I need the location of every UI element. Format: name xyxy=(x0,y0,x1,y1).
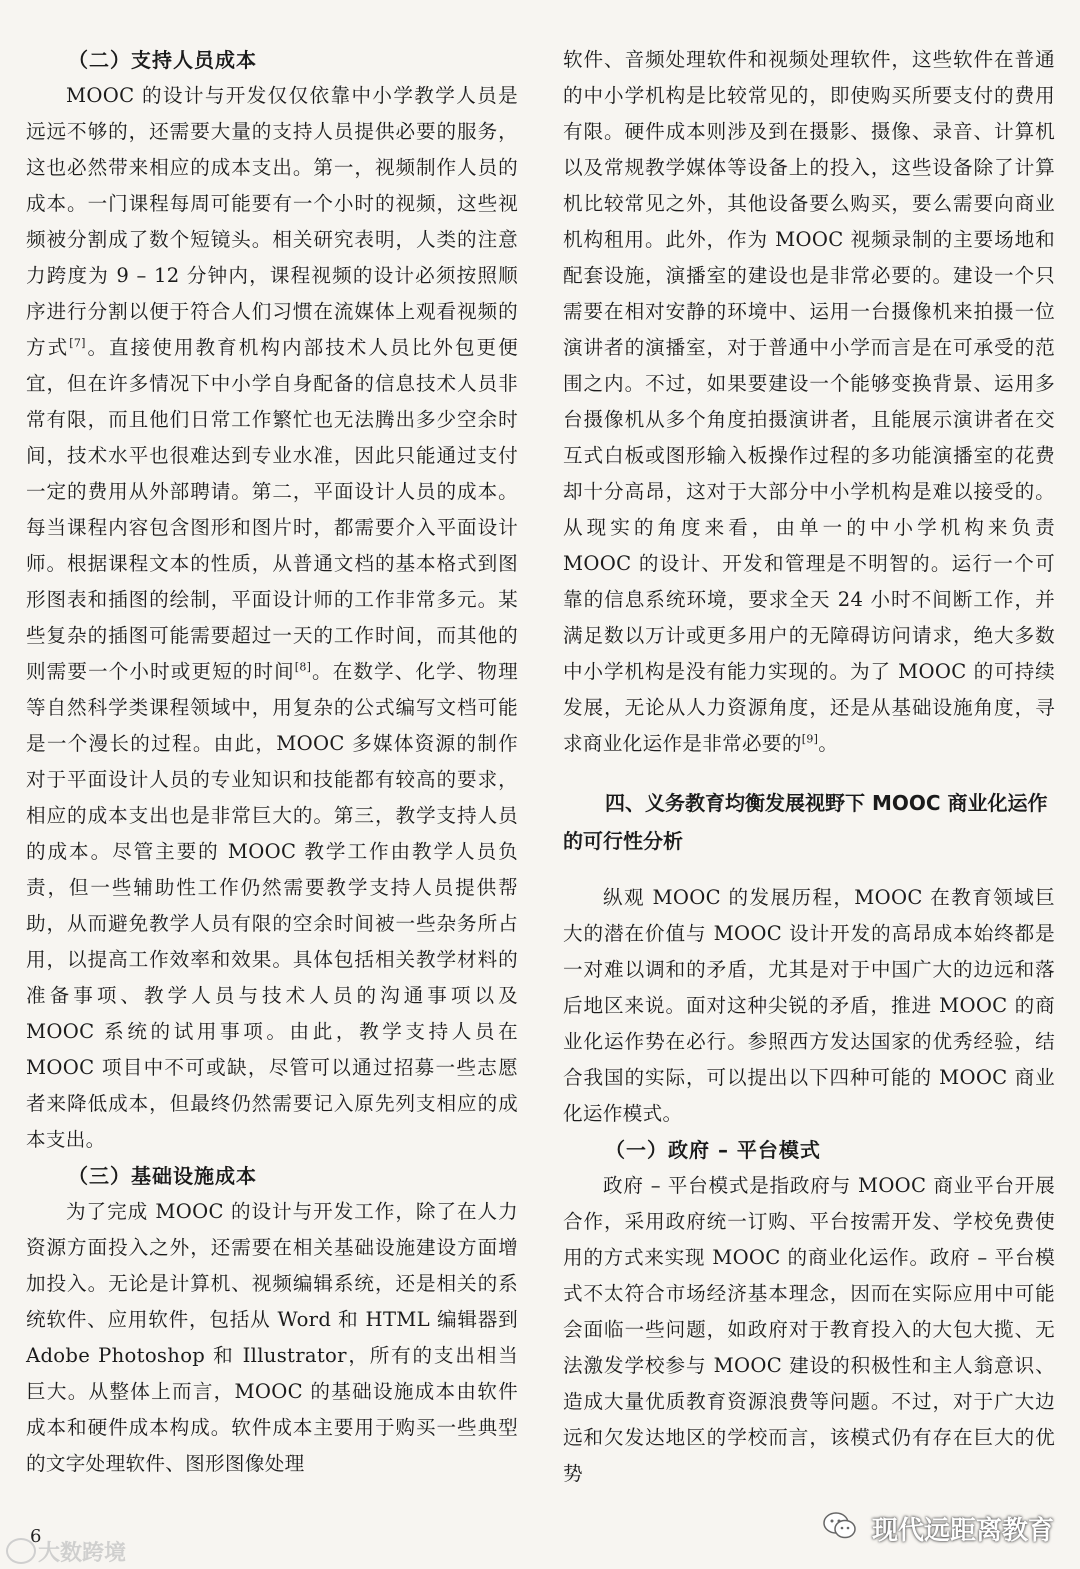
paragraph-text: 。直接使用教育机构内部技术人员比外包更便宜，但在许多情况下中小学自身配备的信息技术人员非常有限，而且他们日常工作繁忙也无法腾出多少空余时间，技术水平也很难达到专业水准，因此只能通过支付一定的费用从外部聘请。第二，平面设计人员的成本。每当课程内容包含图形和图片时，都需要介入平面设计师。根据课程文本的性质，从普通文档的基本格式到图形图表和插图的绘制，平面设计师的工作非常多元。某些复杂的插图可能需要超过一天的工作时间，而其他的则需要一个小时或更短的时间 xyxy=(26,336,518,683)
paragraph-support-staff-cost xyxy=(26,78,518,1158)
page-number: 6 xyxy=(30,1526,42,1547)
paragraph-text: 。 xyxy=(818,732,839,755)
paragraph-government-platform: 政府 – 平台模式是指政府与 MOOC 商业平台开展合作，采用政府统一订购、平台按需开发、学校免费使用的方式来实现 MOOC 的商业化运作。政府 – 平台模式不太符合市场经济基本理念，因而在实际应用中可能会面临一些问题，如政府对于教育投入的大包大揽、无法激发学校参与 MOOC 建设的积极性和主人翁意识、造成大量优质教育资源浪费等问题。不过，对于广大边远和欠发达地区的学校而言，该模式仍有存在巨大的优势 xyxy=(563,1174,1055,1485)
brand-logo-icon xyxy=(6,1538,36,1564)
citation-9: [9] xyxy=(801,732,819,746)
left-column xyxy=(26,42,518,1482)
section-heading-feasibility: 四、义务教育均衡发展视野下 MOOC 商业化运作的可行性分析 xyxy=(563,791,1048,853)
subheading-government-platform: （一）政府 – 平台模式 xyxy=(605,1138,821,1162)
paragraph-infrastructure-continued xyxy=(563,42,1055,762)
right-column xyxy=(563,42,1055,1492)
paragraph-infrastructure-cost: 为了完成 MOOC 的设计与开发工作，除了在人力资源方面投入之外，还需要在相关基础设施建设方面增加投入。无论是计算机、视频编辑系统，还是相关的系统软件、应用软件，包括从 Word 和 HTML 编辑器到 Adobe Photoshop 和 Illustrator，所有的支出相当巨大。从整体上而言，MOOC 的基础设施成本由软件成本和硬件成本构成。软件成本主要用于购买一些典型的文字处理软件、图形图像处理 xyxy=(26,1200,518,1475)
citation-8: [8] xyxy=(294,660,312,674)
paragraph-text: MOOC 的设计与开发仅仅依靠中小学教学人员是远远不够的，还需要大量的支持人员提供必要的服务，这也必然带来相应的成本支出。第一，视频制作人员的成本。一门课程每周可能要有一个小时的视频，这些视频被分割成了数个短镜头。相关研究表明，人类的注意力跨度为 9 – 12 分钟内，课程视频的设计必须按照顺序进行分割以便于符合人们习惯在流媒体上观看视频的方式 xyxy=(26,84,518,359)
wechat-icon xyxy=(823,1511,857,1541)
paragraph-text: 软件、音频处理软件和视频处理软件，这些软件在普通的中小学机构是比较常见的，即使购买所要支付的费用有限。硬件成本则涉及到在摄影、摄像、录音、计算机以及常规教学媒体等设备上的投入，这些设备除了计算机比较常见之外，其他设备要么购买，要么需要向商业机构租用。此外，作为 MOOC 视频录制的主要场地和配套设施，演播室的建设也是非常必要的。建设一个只需要在相对安静的环境中、运用一台摄像机来拍摄一位演讲者的演播室，对于普通中小学而言是在可承受的范围之内。不过，如果要建设一个能够变换背景、运用多台摄像机从多个角度拍摄演讲者，且能展示演讲者在交互式白板或图形输入板操作过程的多功能演播室的花费却十分高昂，这对于大部分中小学机构是难以接受的。从现实的角度来看，由单一的中小学机构来负责 MOOC 的设计、开发和管理是不明智的。运行一个可靠的信息系统环境，要求全天 24 小时不间断工作，并满足数以万计或更多用户的无障碍访问请求，绝大多数中小学机构是没有能力实现的。为了 MOOC 的可持续发展，无论从人力资源角度，还是从基础设施角度，寻求商业化运作是非常必要的 xyxy=(563,48,1055,755)
citation-7: [7] xyxy=(69,336,86,350)
paragraph-text: 。在数学、化学、物理等自然科学类课程领域中，用复杂的公式编写文档可能是一个漫长的过程。由此，MOOC 多媒体资源的制作对于平面设计人员的专业知识和技能都有较高的要求，相应的成本支出也是非常巨大的。第三，教学支持人员的成本。尽管主要的 MOOC 教学工作由教学人员负责，但一些辅助性工作仍然需要教学支持人员提供帮助，从而避免教学人员有限的空余时间被一些杂务所占用，以提高工作效率和效果。具体包括相关教学材料的准备事项、教学人员与技术人员的沟通事项以及 MOOC 系统的试用事项。由此，教学支持人员在 MOOC 项目中不可或缺，尽管可以通过招募一些志愿者来降低成本，但最终仍然需要记入原先列支相应的成本支出。 xyxy=(26,660,518,1151)
paragraph-overview: 纵观 MOOC 的发展历程，MOOC 在教育领域巨大的潜在价值与 MOOC 设计开发的高昂成本始终都是一对难以调和的矛盾，尤其是对于中国广大的边远和落后地区来说。面对这种尖锐的矛盾，推进 MOOC 的商业化运作势在必行。参照西方发达国家的优秀经验，结合我国的实际，可以提出以下四种可能的 MOOC 商业化运作模式。 xyxy=(563,886,1055,1125)
subheading-support-staff-cost: （二）支持人员成本 xyxy=(68,48,257,72)
watermark-right: 现代远距离教育 xyxy=(872,1516,1055,1546)
subheading-infrastructure-cost: （三）基础设施成本 xyxy=(68,1164,257,1188)
watermark-left: 大数跨境 xyxy=(38,1541,127,1566)
